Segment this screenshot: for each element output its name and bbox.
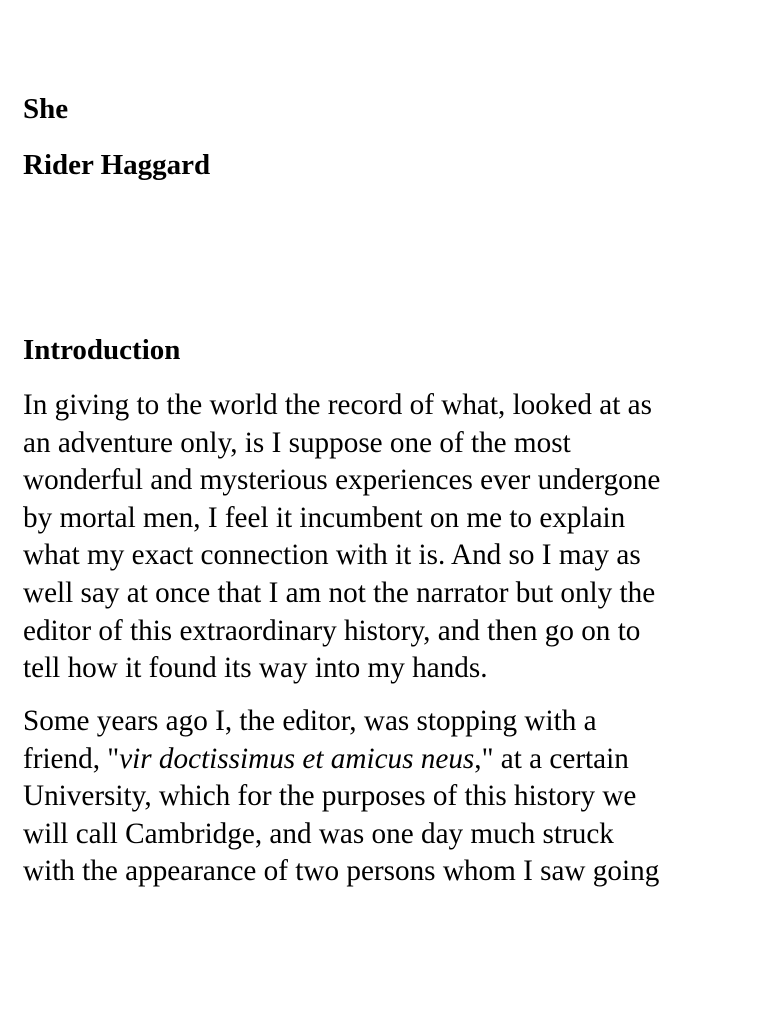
paragraph-line: Some years ago I, the editor, was stopping with a xyxy=(23,705,597,737)
paragraph-line: editor of this extraordinary history, and then go on to xyxy=(23,614,641,647)
paragraph-line: University, which for the purposes of this history we xyxy=(23,780,637,813)
latin-phrase: vir doctissimus et amicus neus xyxy=(119,742,475,775)
paragraph-2 xyxy=(23,703,745,891)
paragraph-line: with the appearance of two persons whom I saw going xyxy=(23,855,660,888)
book-author: Rider Haggard xyxy=(23,149,211,181)
paragraph-line xyxy=(23,741,745,779)
chapter-title: Introduction xyxy=(23,334,181,366)
paragraph-line: an adventure only, is I suppose one of the most xyxy=(23,426,571,459)
paragraph-line: In giving to the world the record of what, looked at as xyxy=(23,389,652,421)
book-title: She xyxy=(23,93,69,125)
paragraph-line: by mortal men, I feel it incumbent on me to explain xyxy=(23,501,626,534)
quote-lead-text: friend, " xyxy=(23,742,120,775)
paragraph-1 xyxy=(23,387,745,688)
paragraph-line: will call Cambridge, and was one day much struck xyxy=(23,817,614,850)
paragraph-line: wonderful and mysterious experiences ever undergone xyxy=(23,464,661,497)
paragraph-line: well say at once that I am not the narrator but only the xyxy=(23,576,656,609)
quote-trail-text: ," at a certain xyxy=(474,742,629,775)
paragraph-line: what my exact connection with it is. And so I may as xyxy=(23,539,641,572)
paragraph-line: tell how it found its way into my hands. xyxy=(23,652,488,685)
